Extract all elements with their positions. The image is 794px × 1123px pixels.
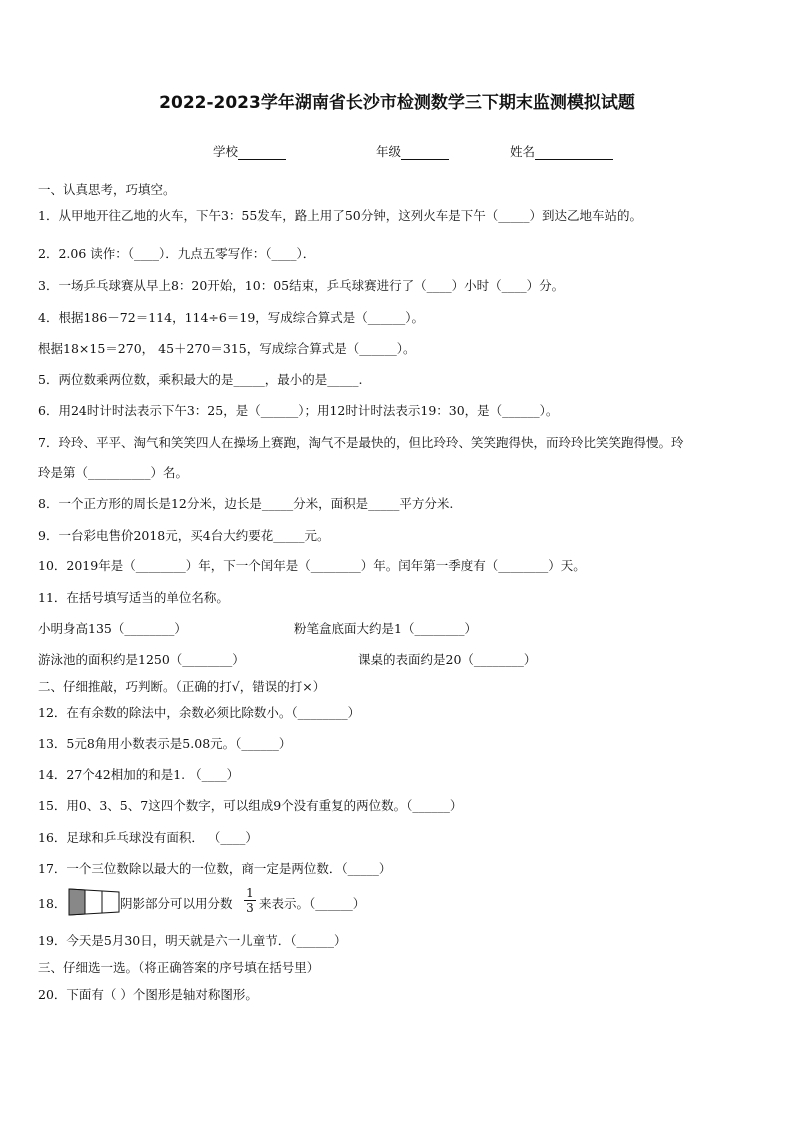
question-11c: 游泳池的面积约是1250（________） (38, 652, 245, 667)
question-19: 19．今天是5月30日，明天就是六一儿童节．（______） (38, 933, 347, 948)
question-11a: 小明身高135（________） (38, 621, 187, 636)
name-field[interactable] (510, 142, 613, 160)
page-title: 2022-2023学年湖南省长沙市检测数学三下期末监测模拟试题 (159, 93, 635, 113)
question-12: 12．在有余数的除法中，余数必须比除数小。（________） (38, 705, 361, 720)
question-18-text-a: 阴影部分可以用分数 (120, 896, 233, 911)
question-11: 11．在括号填写适当的单位名称。 (38, 590, 229, 605)
question-1: 1．从甲地开往乙地的火车，下午3：55发车，路上用了50分钟，这列火车是下午（_____）到达乙地车站的。 (38, 208, 642, 223)
section-3-heading: 三、仔细选一选。（将正确答案的序号填在括号里） (38, 960, 320, 975)
fraction-numerator: 1 (244, 886, 256, 901)
grade-field[interactable] (376, 142, 449, 160)
question-13: 13．5元8角用小数表示是5.08元。（______） (38, 736, 292, 751)
school-field[interactable] (213, 142, 286, 160)
question-3: 3．一场乒乓球赛从早上8：20开始，10：05结束，乒乓球赛进行了（____）小时（____）分。 (38, 278, 565, 293)
question-17: 17．一个三位数除以最大的一位数，商一定是两位数．（_____） (38, 861, 392, 876)
question-20: 20．下面有（ ）个图形是轴对称图形。 (38, 987, 258, 1002)
question-4b: 根据18×15＝270， 45＋270＝315，写成综合算式是（______）。 (38, 341, 416, 356)
shaded-part (69, 889, 85, 915)
fraction-denominator: 3 (246, 901, 254, 915)
question-11d: 课桌的表面约是20（________） (358, 652, 537, 667)
question-16: 16．足球和乒乓球没有面积． （____） (38, 830, 258, 845)
section-2-heading: 二、仔细推敲，巧判断。（正确的打√，错误的打×） (38, 679, 326, 694)
question-4a: 4．根据186－72＝114，114÷6＝19，写成综合算式是（______）。 (38, 310, 425, 325)
question-9: 9．一台彩电售价2018元，买4台大约要花_____元。 (38, 528, 330, 543)
question-7a: 7．玲玲、平平、淘气和笑笑四人在操场上赛跑，淘气不是最快的，但比玲玲、笑笑跑得快，而玲玲比笑笑跑得慢。玲 (38, 435, 684, 450)
question-18-number: 18． (38, 896, 67, 911)
name-label: 姓名 (510, 144, 536, 159)
fraction-one-third (244, 886, 256, 915)
school-label: 学校 (213, 144, 239, 159)
question-14: 14．27个42相加的和是1. （____） (38, 767, 240, 782)
question-6: 6．用24时计时法表示下午3：25，是（______）；用12时计时法表示19：30，是（______）。 (38, 403, 559, 418)
question-18-text-b: 来表示。（______） (259, 896, 366, 911)
question-10: 10．2019年是（________）年，下一个闰年是（________）年。闰年第一季度有（________）天。 (38, 558, 586, 573)
question-5: 5．两位数乘两位数，乘积最大的是_____，最小的是_____. (38, 372, 363, 387)
question-8: 8．一个正方形的周长是12分米，边长是_____分米，面积是_____平方分米. (38, 496, 454, 511)
question-15: 15．用0、3、5、7这四个数字，可以组成9个没有重复的两位数。（______） (38, 798, 463, 813)
question-2: 2．2.06 读作：（____）．九点五零写作：（____）． (38, 246, 316, 261)
section-1-heading: 一、认真思考，巧填空。 (38, 182, 176, 197)
question-7b: 玲是第（__________）名。 (38, 465, 189, 480)
partitioned-bar-figure (68, 888, 120, 916)
question-11b: 粉笔盒底面大约是1（________） (294, 621, 477, 636)
grade-label: 年级 (376, 144, 402, 159)
